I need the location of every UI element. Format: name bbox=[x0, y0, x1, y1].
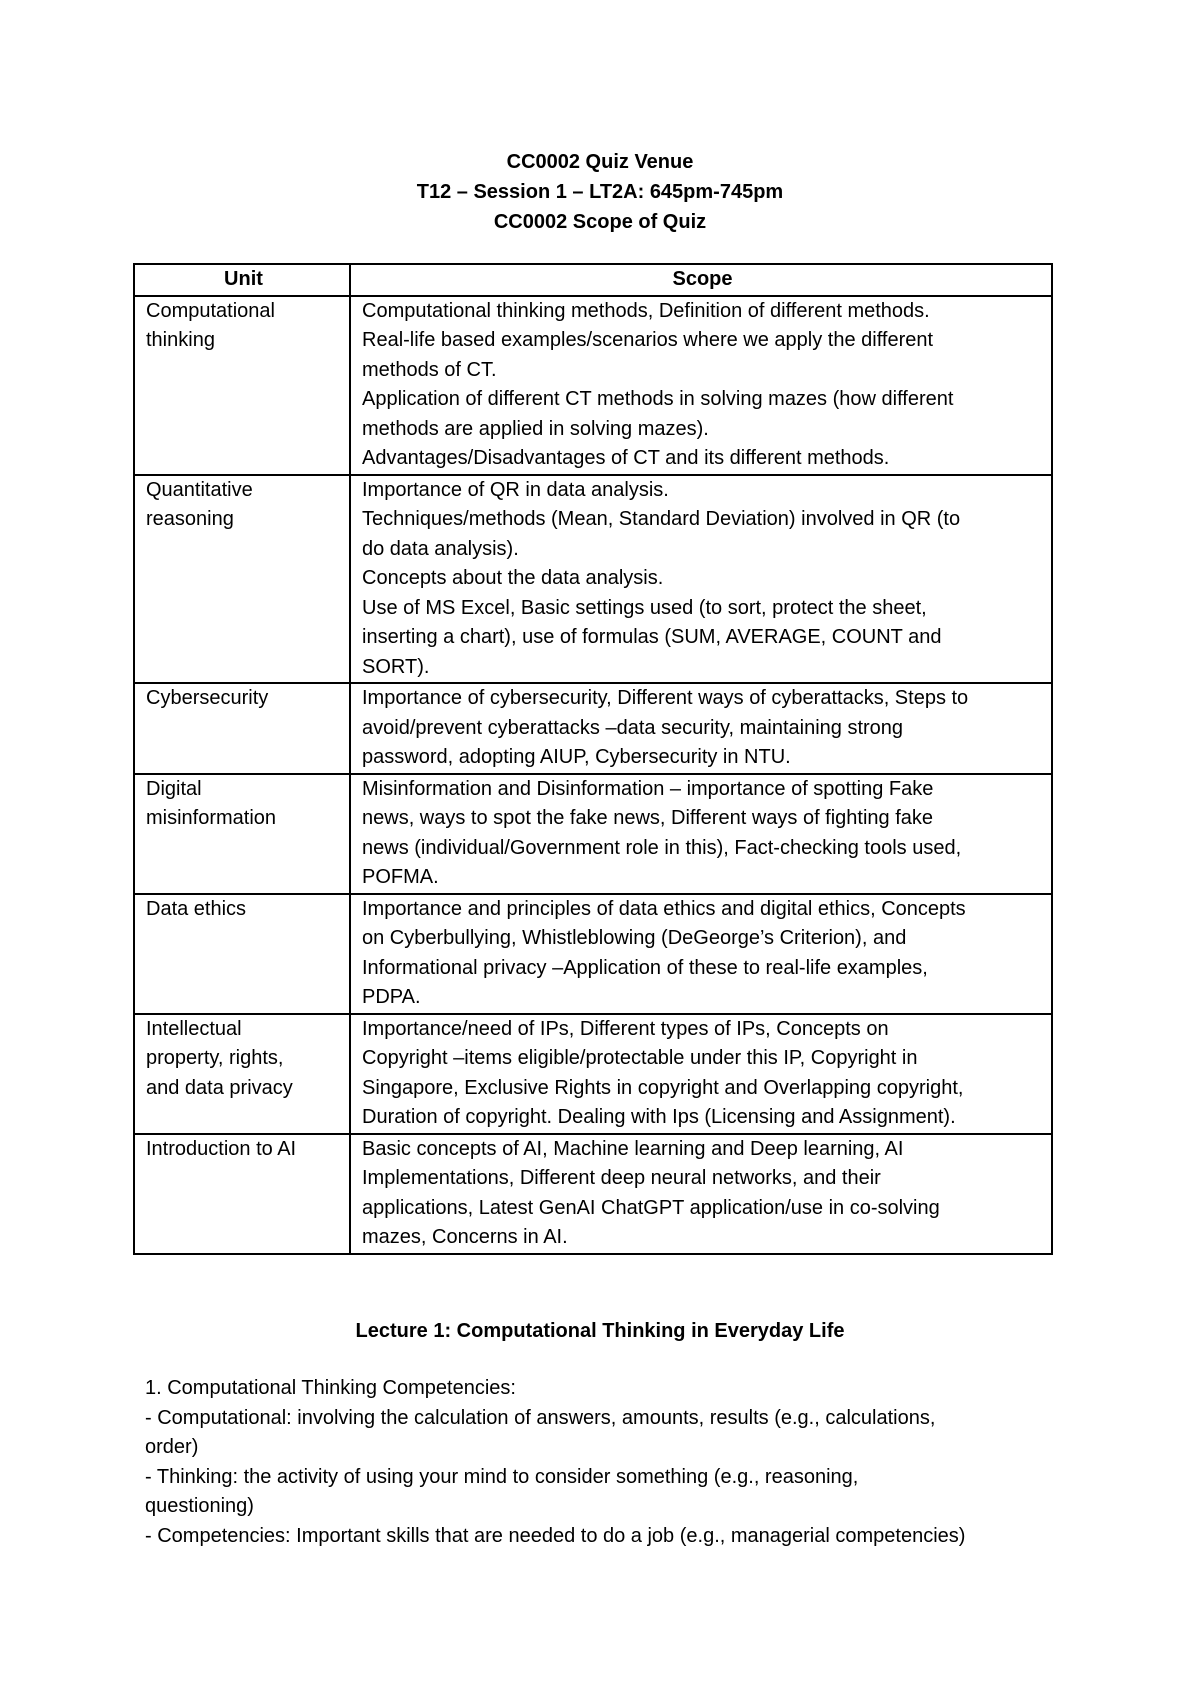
unit-cell bbox=[134, 894, 350, 1014]
lecture-heading: Lecture 1: Computational Thinking in Everyday Life bbox=[355, 1320, 845, 1342]
quiz-venue-title: CC0002 Quiz Venue bbox=[506, 151, 694, 173]
scope-text-line: mazes, Concerns in AI. bbox=[362, 1226, 568, 1248]
scope-cell bbox=[350, 894, 1052, 1014]
unit-cell bbox=[134, 1134, 350, 1254]
unit-text-line: Digital bbox=[146, 777, 202, 800]
table-row bbox=[134, 894, 1052, 1014]
table-row bbox=[134, 774, 1052, 894]
scope-cell bbox=[350, 296, 1052, 475]
session-info: T12 – Session 1 – LT2A: 645pm-745pm bbox=[416, 181, 784, 203]
note-line: questioning) bbox=[145, 1495, 254, 1517]
scope-text-line: Basic concepts of AI, Machine learning and Deep learning, AI bbox=[362, 1137, 904, 1160]
scope-text-line: Duration of copyright. Dealing with Ips (Licensing and Assignment). bbox=[362, 1106, 956, 1128]
scope-text-line: avoid/prevent cyberattacks –data security, maintaining strong bbox=[362, 716, 904, 739]
scope-text-line: password, adopting AIUP, Cybersecurity in NTU. bbox=[362, 746, 791, 768]
scope-text-line: Importance of cybersecurity, Different ways of cyberattacks, Steps to bbox=[362, 687, 969, 709]
document-header bbox=[0, 147, 1200, 237]
scope-text-line: do data analysis). bbox=[362, 537, 519, 560]
unit-text-line: Data ethics bbox=[146, 897, 247, 920]
scope-text-line: applications, Latest GenAI ChatGPT application/use in co-solving bbox=[362, 1196, 940, 1219]
lecture-notes bbox=[145, 1374, 1075, 1551]
note-line: - Computational: involving the calculation of answers, amounts, results (e.g., calculations, bbox=[145, 1406, 936, 1429]
unit-text-line: Introduction to AI bbox=[146, 1137, 297, 1160]
scope-text-line: Singapore, Exclusive Rights in copyright and Overlapping copyright, bbox=[362, 1076, 964, 1099]
unit-text-line: Intellectual bbox=[146, 1017, 242, 1040]
unit-cell bbox=[134, 774, 350, 894]
table-row bbox=[134, 683, 1052, 774]
note-line: order) bbox=[145, 1436, 199, 1458]
note-line: - Competencies: Important skills that are needed to do a job (e.g., managerial competencies) bbox=[145, 1524, 966, 1547]
unit-text-line: and data privacy bbox=[146, 1076, 293, 1099]
scope-text-line: Application of different CT methods in solving mazes (how different bbox=[362, 388, 954, 410]
scope-text-line: Misinformation and Disinformation – importance of spotting Fake bbox=[362, 777, 934, 800]
unit-text-line: thinking bbox=[146, 329, 215, 351]
scope-text-line: Informational privacy –Application of these to real-life examples, bbox=[362, 956, 928, 979]
scope-cell bbox=[350, 774, 1052, 894]
table-row bbox=[134, 1134, 1052, 1254]
scope-text-line: on Cyberbullying, Whistleblowing (DeGeorge’s Criterion), and bbox=[362, 927, 907, 949]
column-header-scope: Scope bbox=[350, 264, 1052, 296]
scope-text-line: Real-life based examples/scenarios where we apply the different bbox=[362, 329, 934, 351]
scope-text-line: Importance of QR in data analysis. bbox=[362, 478, 669, 501]
scope-text-line: Concepts about the data analysis. bbox=[362, 567, 664, 589]
table-body bbox=[134, 296, 1052, 1254]
note-line: 1. Computational Thinking Competencies: bbox=[145, 1377, 516, 1399]
unit-text-line: reasoning bbox=[146, 508, 234, 530]
scope-text-line: Advantages/Disadvantages of CT and its different methods. bbox=[362, 447, 890, 469]
scope-text-line: methods of CT. bbox=[362, 358, 497, 381]
unit-cell bbox=[134, 475, 350, 684]
scope-cell bbox=[350, 1134, 1052, 1254]
unit-cell bbox=[134, 1014, 350, 1134]
scope-text-line: Computational thinking methods, Definition of different methods. bbox=[362, 299, 930, 322]
scope-text-line: news, ways to spot the fake news, Different ways of fighting fake bbox=[362, 807, 934, 829]
unit-text-line: misinformation bbox=[146, 807, 277, 829]
scope-text-line: Importance and principles of data ethics and digital ethics, Concepts bbox=[362, 897, 966, 920]
table-row bbox=[134, 296, 1052, 475]
scope-text-line: Techniques/methods (Mean, Standard Deviation) involved in QR (to bbox=[362, 508, 961, 530]
scope-text-line: PDPA. bbox=[362, 986, 421, 1008]
unit-text-line: Cybersecurity bbox=[146, 687, 269, 709]
scope-text-line: news (individual/Government role in this), Fact-checking tools used, bbox=[362, 836, 962, 859]
scope-cell bbox=[350, 475, 1052, 684]
scope-text-line: Copyright –items eligible/protectable under this IP, Copyright in bbox=[362, 1047, 918, 1069]
table-row bbox=[134, 475, 1052, 684]
scope-text-line: inserting a chart), use of formulas (SUM, AVERAGE, COUNT and bbox=[362, 626, 942, 648]
scope-cell bbox=[350, 1014, 1052, 1134]
scope-text-line: Importance/need of IPs, Different types of IPs, Concepts on bbox=[362, 1017, 889, 1040]
scope-cell bbox=[350, 683, 1052, 774]
unit-cell bbox=[134, 296, 350, 475]
note-line: - Thinking: the activity of using your mind to consider something (e.g., reasoning, bbox=[145, 1465, 859, 1488]
table-row bbox=[134, 1014, 1052, 1134]
scope-text-line: methods are applied in solving mazes). bbox=[362, 417, 709, 440]
scope-text-line: Use of MS Excel, Basic settings used (to sort, protect the sheet, bbox=[362, 596, 927, 619]
scope-text-line: Implementations, Different deep neural networks, and their bbox=[362, 1167, 881, 1189]
unit-cell bbox=[134, 683, 350, 774]
table-header-row bbox=[134, 264, 1052, 296]
unit-text-line: Computational bbox=[146, 299, 275, 322]
column-header-unit: Unit bbox=[134, 264, 350, 296]
scope-text-line: POFMA. bbox=[362, 866, 439, 888]
unit-text-line: property, rights, bbox=[146, 1047, 284, 1069]
quiz-scope-title: CC0002 Scope of Quiz bbox=[493, 211, 707, 233]
scope-text-line: SORT). bbox=[362, 655, 430, 678]
quiz-scope-table bbox=[133, 263, 1053, 1255]
unit-text-line: Quantitative bbox=[146, 478, 253, 501]
